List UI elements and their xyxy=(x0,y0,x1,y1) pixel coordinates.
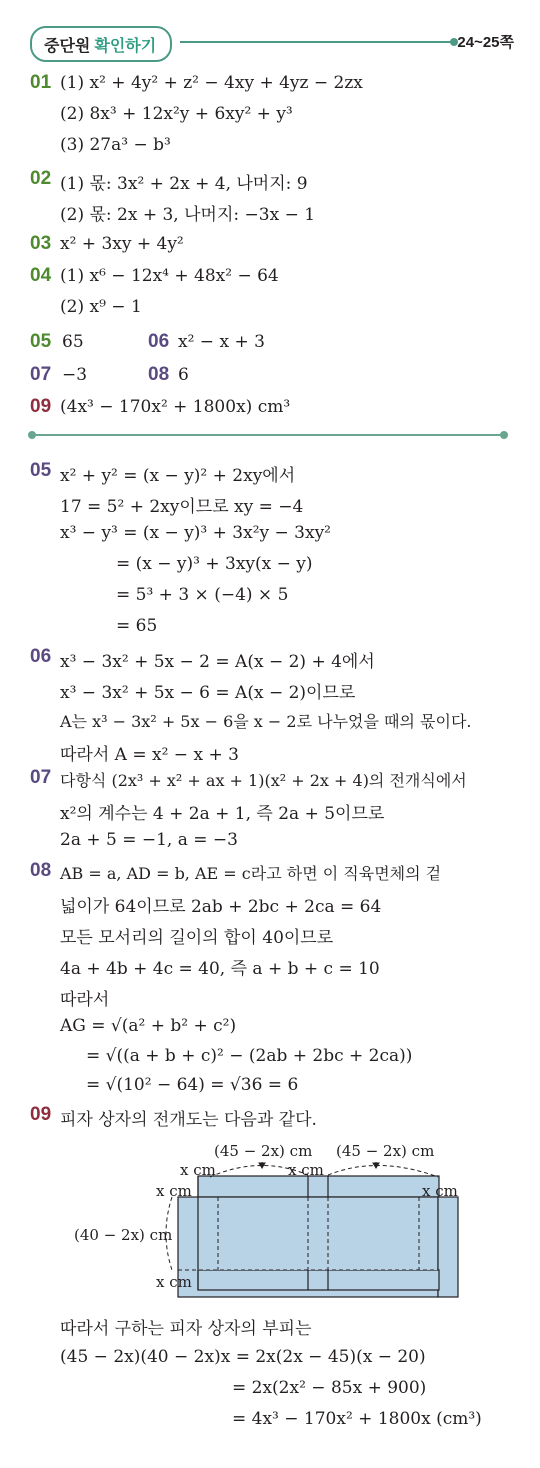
solution-08-line8: = √(10² − 64) = √36 = 6 xyxy=(86,1075,299,1095)
solution-08-line1: AB = a, AD = b, AE = c라고 하면 이 직육면체의 겉 xyxy=(60,864,442,883)
answer-number-07: 07 xyxy=(30,364,52,385)
net-top-flap xyxy=(198,1176,439,1197)
solution-09-line2: 따라서 구하는 피자 상자의 부피는 xyxy=(60,1319,312,1339)
answer-number-08: 08 xyxy=(148,364,170,385)
solution-09-line5: = 4x³ − 170x² + 1800x (cm³) xyxy=(232,1409,482,1429)
net-right-flap xyxy=(438,1197,458,1297)
answer-number-09: 09 xyxy=(30,396,52,417)
answer-03: x² + 3xy + 4y² xyxy=(60,234,184,254)
solution-06-line1: x³ − 3x² + 5x − 2 = A(x − 2) + 4에서 xyxy=(60,652,375,672)
answer-number-05: 05 xyxy=(30,331,52,352)
answer-02-part2: (2) 몫: 2x + 3, 나머지: −3x − 1 xyxy=(60,205,316,225)
answer-01-part3: (3) 27a³ − b³ xyxy=(60,135,171,155)
net-label-xcm-left: x cm xyxy=(156,1182,192,1200)
section-header xyxy=(30,26,514,60)
section-title xyxy=(30,26,172,62)
solution-07-line1: 다항식 (2x³ + x² + ax + 1)(x² + 2x + 4)의 전개식에서 xyxy=(60,771,467,790)
answer-09: (4x³ − 170x² + 1800x) cm³ xyxy=(60,397,291,417)
solution-09-line3: (45 − 2x)(40 − 2x)x = 2x(2x − 45)(x − 20) xyxy=(60,1347,426,1367)
solution-08-line7: = √((a + b + c)² − (2ab + 2bc + 2ca)) xyxy=(86,1046,413,1066)
solution-08-line6: AG = √(a² + b² + c²) xyxy=(60,1016,237,1036)
solution-05-line3: x³ − y³ = (x − y)³ + 3x²y − 3xy² xyxy=(60,523,331,543)
solution-05-line4: = (x − y)³ + 3xy(x − y) xyxy=(116,554,313,574)
answer-04-part2: (2) x⁹ − 1 xyxy=(60,297,142,317)
section-divider xyxy=(32,434,504,436)
answer-07: −3 xyxy=(62,365,88,385)
section-title-accent: 확인하기 xyxy=(94,37,157,55)
net-shape xyxy=(166,1162,458,1297)
net-label-xcm-bottom: x cm xyxy=(156,1273,192,1291)
pizza-box-net-diagram xyxy=(60,1130,520,1308)
net-bottom-flap xyxy=(198,1270,439,1290)
section-title-main: 중단원 xyxy=(44,37,91,55)
solution-08-line2: 넓이가 64이므로 2ab + 2bc + 2ca = 64 xyxy=(60,897,382,917)
solution-07-line3: 2a + 5 = −1, a = −3 xyxy=(60,830,238,850)
page-reference: 24~25쪽 xyxy=(457,34,514,51)
header-rule xyxy=(180,41,454,43)
answer-number-02: 02 xyxy=(30,168,52,189)
answer-06: x² − x + 3 xyxy=(178,332,265,352)
net-label-xcm-top-b: x cm xyxy=(288,1161,324,1179)
solution-06-line3: A는 x³ − 3x² + 5x − 6을 x − 2로 나누었을 때의 몫이다. xyxy=(60,712,472,731)
solution-08-line3: 모든 모서리의 길이의 합이 40이므로 xyxy=(60,928,334,948)
solution-number-08: 08 xyxy=(30,860,52,881)
answer-05: 65 xyxy=(62,332,84,352)
answer-01-part1: (1) x² + 4y² + z² − 4xy + 4yz − 2zx xyxy=(60,73,363,93)
solution-08-line4: 4a + 4b + 4c = 40, 즉 a + b + c = 10 xyxy=(60,959,380,979)
solution-number-05: 05 xyxy=(30,460,52,481)
net-label-top-left: (45 − 2x) cm xyxy=(214,1142,313,1160)
answer-number-06: 06 xyxy=(148,331,170,352)
answer-number-03: 03 xyxy=(30,233,52,254)
solution-09-line1: 피자 상자의 전개도는 다음과 같다. xyxy=(60,1110,317,1130)
solution-number-06: 06 xyxy=(30,646,52,667)
answer-number-04: 04 xyxy=(30,265,52,286)
solution-05-line1: x² + y² = (x − y)² + 2xy에서 xyxy=(60,466,296,486)
solution-08-line5: 따라서 xyxy=(60,990,110,1010)
answer-01-part2: (2) 8x³ + 12x²y + 6xy² + y³ xyxy=(60,104,293,124)
solution-05-line5: = 5³ + 3 × (−4) × 5 xyxy=(116,585,289,605)
net-label-side: (40 − 2x) cm xyxy=(74,1226,173,1244)
solution-number-09: 09 xyxy=(30,1104,52,1125)
net-label-top-right: (45 − 2x) cm xyxy=(336,1142,435,1160)
answer-08: 6 xyxy=(178,365,189,385)
answer-number-01: 01 xyxy=(30,72,52,93)
solution-06-line2: x³ − 3x² + 5x − 6 = A(x − 2)이므로 xyxy=(60,683,356,703)
solution-05-line2: 17 = 5² + 2xy이므로 xy = −4 xyxy=(60,497,304,517)
answer-04-part1: (1) x⁶ − 12x⁴ + 48x² − 64 xyxy=(60,266,279,286)
net-label-xcm-top-a: x cm xyxy=(180,1161,216,1179)
solution-09-line4: = 2x(2x² − 85x + 900) xyxy=(232,1378,427,1398)
answer-02-part1: (1) 몫: 3x² + 2x + 4, 나머지: 9 xyxy=(60,174,308,194)
divider-dot-right xyxy=(500,431,508,439)
solution-07-line2: x²의 계수는 4 + 2a + 1, 즉 2a + 5이므로 xyxy=(60,804,385,824)
solution-05-line6: = 65 xyxy=(116,616,158,636)
solution-number-07: 07 xyxy=(30,767,52,788)
net-label-xcm-right: x cm xyxy=(422,1182,458,1200)
solution-06-line4: 따라서 A = x² − x + 3 xyxy=(60,745,239,765)
